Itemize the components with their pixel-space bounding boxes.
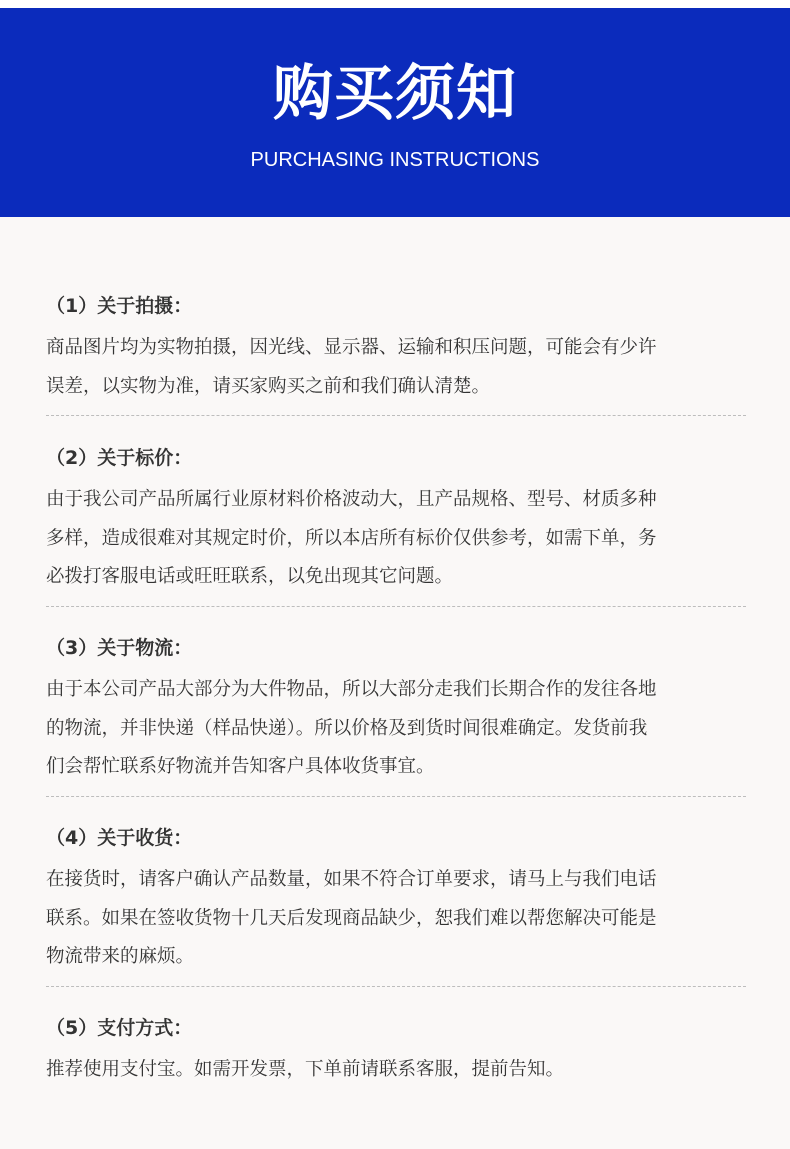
section-line: 推荐使用支付宝。如需开发票，下单前请联系客服，提前告知。 [46,1059,565,1080]
section-line: 的物流，并非快递（样品快递）。所以价格及到货时间很难确定。发货前我 [46,717,648,739]
section-line: 联系。如果在签收货物十几天后发现商品缺少，恕我们难以帮您解决可能是 [46,907,657,929]
divider [46,606,746,607]
section-payment [46,1014,746,1090]
divider [46,415,746,416]
section-line: 物流带来的麻烦。 [46,946,195,967]
section-line: 误差，以实物为准，请买家购买之前和我们确认清楚。 [46,375,491,397]
divider [46,796,746,797]
section-title: （1）关于拍摄： [46,295,193,317]
section-body [46,329,746,406]
section-body [46,481,746,597]
header-banner [0,8,790,217]
section-shooting [46,292,746,406]
section-line: 商品图片均为实物拍摄，因光线、显示器、运输和积压问题，可能会有少许 [46,337,657,358]
section-body [46,861,746,977]
section-logistics [46,634,746,787]
section-body [46,671,746,787]
section-title: （3）关于物流： [46,637,193,659]
section-line: 在接货时，请客户确认产品数量，如果不符合订单要求，请马上与我们电话 [46,869,657,890]
section-line: 们会帮忙联系好物流并告知客户具体收货事宜。 [46,756,435,777]
page-title: 购买须知 [273,59,517,129]
section-line: 多样，造成很难对其规定时价，所以本店所有标价仅供参考，如需下单，务 [46,527,657,549]
section-pricing [46,444,746,597]
section-title: （2）关于标价： [46,447,193,469]
page-subtitle: PURCHASING INSTRUCTIONS [250,149,540,171]
section-body [46,1051,746,1090]
section-receiving [46,824,746,977]
section-line: 由于我公司产品所属行业原材料价格波动大，且产品规格、型号、材质多种 [46,489,657,510]
divider [46,986,746,987]
section-line: 由于本公司产品大部分为大件物品，所以大部分走我们长期合作的发往各地 [46,679,657,700]
section-title: （5）支付方式： [46,1017,193,1039]
section-title: （4）关于收货： [46,827,193,849]
section-line: 必拨打客服电话或旺旺联系，以免出现其它问题。 [46,566,454,587]
